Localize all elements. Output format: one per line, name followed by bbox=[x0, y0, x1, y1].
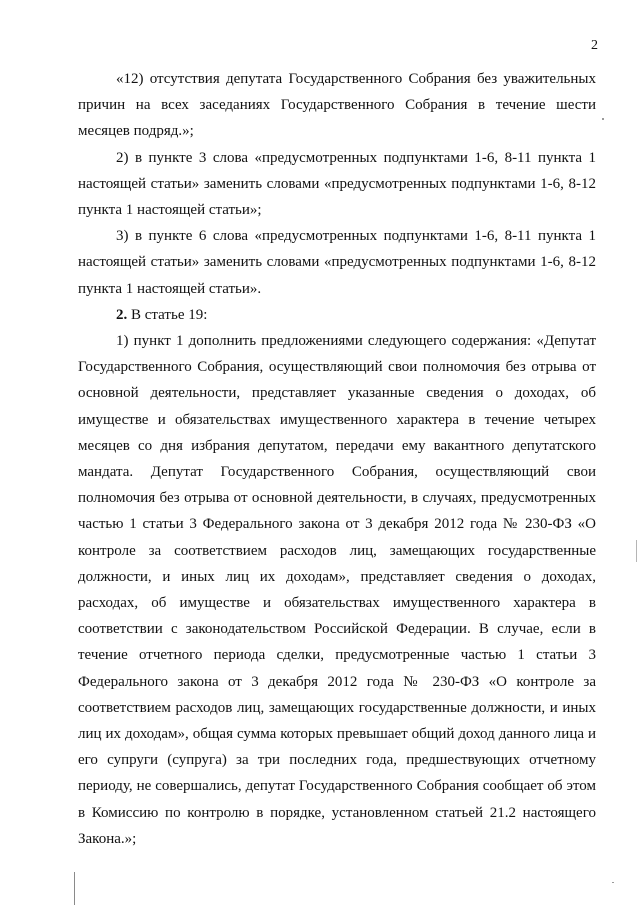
paragraph-item-12: «12) отсутствия депутата Государственного Собрания без уважительных причин на всех заседаниях Государственного Собрания в течение шести месяцев подряд.»; bbox=[78, 71, 596, 140]
page-number: 2 bbox=[591, 38, 598, 53]
article-item-text: В статье 19: bbox=[131, 306, 208, 323]
article-19-heading bbox=[78, 302, 596, 328]
scan-edge-mark bbox=[74, 872, 75, 905]
scan-speck bbox=[612, 882, 614, 883]
scan-speck bbox=[602, 118, 604, 120]
document-body bbox=[78, 66, 596, 852]
article-item-number: 2. bbox=[116, 306, 128, 323]
paragraph-item-2: 2) в пункте 3 слова «предусмотренных подпунктами 1-6, 8-11 пункта 1 настоящей статьи» заменить словами «предусмотренных подпунктами 1-6, 8-12 пункта 1 настоящей статьи»; bbox=[78, 149, 596, 219]
paragraph-item-3: 3) в пункте 6 слова «предусмотренных подпунктами 1-6, 8-11 пункта 1 настоящей статьи» заменить словами «предусмотренных подпунктами 1-6, 8-12 пункта 1 настоящей статьи». bbox=[78, 228, 596, 297]
scan-edge-mark bbox=[636, 540, 637, 562]
paragraph-article-19-item-1: 1) пункт 1 дополнить предложениями следующего содержания: «Депутат Государственного Собрания, осуществляющий свои полномочия без отрыва от основной деятельности, представляет указанные сведения о доходах, об имуществе и обязательствах имущественного характера в течение четырех месяцев со дня избрания депутатом, передачи ему вакантного депутатского мандата. Депутат Государственного Собрания, осуществляющий свои полномочия без отрыва от основной деятельности, в случаях, предусмотренных частью 1 статьи 3 Федерального закона от 3 декабря 2012 года № 230-ФЗ «О контроле за соответствием расходов лиц, замещающих государственные должности, и иных лиц их доходам», представляет сведения о доходах, расходах, об имуществе и обязательствах имущественного характера в соответствии с законодательством Российской Федерации. В случае, если в течение отчетного периода сделки, предусмотренные частью 1 статьи 3 Федерального закона от 3 декабря 2012 года № 230-ФЗ «О контроле за соответствием расходов лиц, замещающих государственные должности, и иных лиц их доходам», общая сумма которых превышает общий доход данного лица и его супруги (супруга) за три последних года, предшествующих отчетному периоду, не совершались, депутат Государственного Собрания сообщает об этом в Комиссию по контролю в порядке, установленном статьей 21.2 настоящего Закона.»; bbox=[78, 333, 596, 847]
